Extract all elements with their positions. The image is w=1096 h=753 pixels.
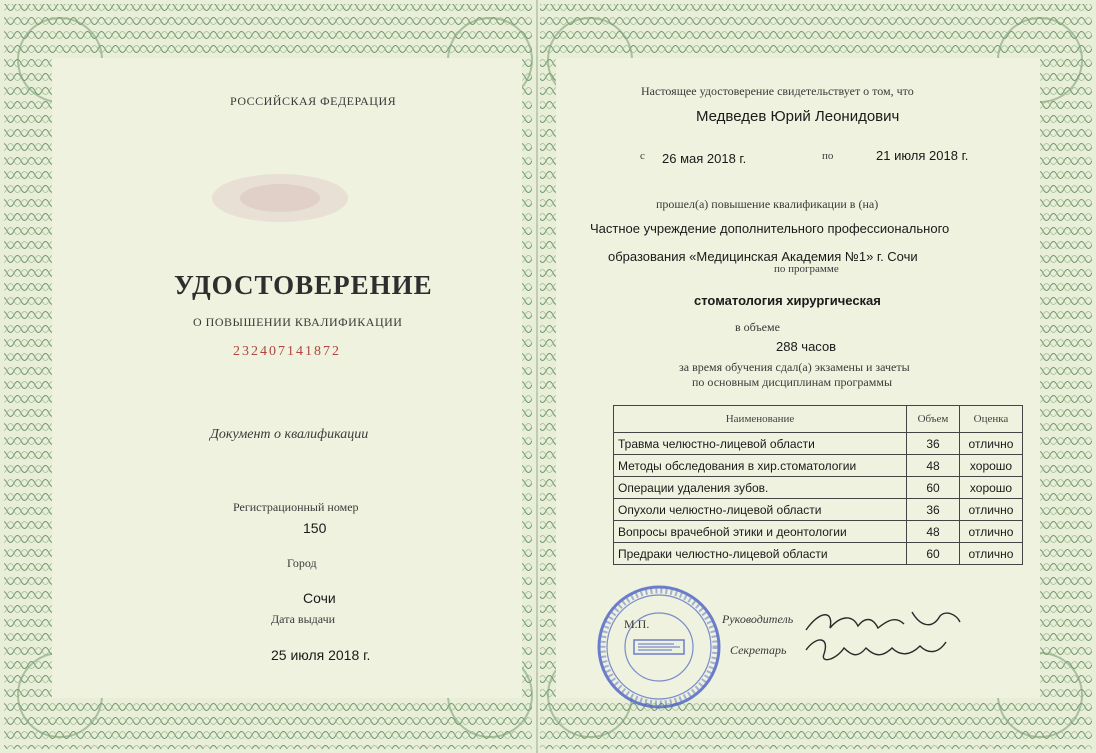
mp-label: М.П. (624, 617, 650, 631)
round-seal-stamp (594, 582, 724, 712)
subject-hours: 48 (907, 455, 960, 477)
subject-name: Предраки челюстно-лицевой области (614, 543, 907, 565)
city-value: Сочи (303, 590, 336, 606)
subject-hours: 36 (907, 433, 960, 455)
header-name: Наименование (614, 406, 907, 433)
subject-name: Методы обследования в хир.стоматологии (614, 455, 907, 477)
page-fold (536, 0, 538, 753)
to-label: по (822, 150, 834, 162)
issue-date-value: 25 июля 2018 г. (271, 647, 371, 663)
subject-grade: отлично (960, 521, 1023, 543)
watermark-emblem (205, 168, 355, 228)
header-grade: Оценка (960, 406, 1023, 433)
table-row (614, 543, 1023, 565)
secretary-signature (800, 630, 950, 670)
grades-table (613, 405, 1023, 565)
subject-grade: хорошо (960, 455, 1023, 477)
subject-name: Опухоли челюстно-лицевой области (614, 499, 907, 521)
certificate-number: 232407141872 (233, 344, 341, 359)
header-volume: Объем (907, 406, 960, 433)
table-row (614, 477, 1023, 499)
subject-name: Операции удаления зубов. (614, 477, 907, 499)
volume-label: в объеме (735, 320, 780, 334)
head-label: Руководитель (722, 612, 794, 626)
table-row (614, 455, 1023, 477)
registration-number-label: Регистрационный номер (233, 500, 359, 514)
program-name: стоматология хирургическая (694, 293, 881, 308)
passed-text: прошел(а) повышение квалификации в (на) (656, 197, 879, 211)
registration-number-value: 150 (303, 520, 327, 536)
subject-grade: отлично (960, 499, 1023, 521)
program-label: по программе (774, 263, 839, 275)
grades-table-header (614, 406, 1023, 433)
certificate-title: УДОСТОВЕРЕНИЕ (174, 270, 433, 300)
exams-text-line-2: по основным дисциплинам программы (692, 375, 893, 389)
subject-name: Вопросы врачебной этики и деонтологии (614, 521, 907, 543)
subject-hours: 60 (907, 477, 960, 499)
subject-grade: хорошо (960, 477, 1023, 499)
left-page (52, 58, 522, 698)
table-row (614, 499, 1023, 521)
organization-line-2: образования «Медицинская Академия №1» г. Сочи (608, 249, 918, 264)
subject-hours: 60 (907, 543, 960, 565)
table-row (614, 433, 1023, 455)
from-label: с (640, 150, 645, 162)
country-label: РОССИЙСКАЯ ФЕДЕРАЦИЯ (230, 94, 397, 108)
organization-line-1: Частное учреждение дополнительного профессионального (590, 221, 950, 236)
subject-hours: 36 (907, 499, 960, 521)
issue-date-label: Дата выдачи (271, 612, 336, 626)
exams-text-line-1: за время обучения сдал(а) экзамены и зачеты (679, 360, 910, 374)
intro-text: Настоящее удостоверение свидетельствует о том, что (641, 84, 914, 98)
to-date: 21 июля 2018 г. (876, 148, 969, 163)
subject-name: Травма челюстно-лицевой области (614, 433, 907, 455)
document-type: Документ о квалификации (210, 427, 369, 442)
from-date: 26 мая 2018 г. (662, 151, 747, 166)
holder-name: Медведев Юрий Леонидович (696, 108, 900, 125)
subject-hours: 48 (907, 521, 960, 543)
secretary-label: Секретарь (730, 643, 787, 657)
subject-grade: отлично (960, 433, 1023, 455)
table-row (614, 521, 1023, 543)
subject-grade: отлично (960, 543, 1023, 565)
certificate-subtitle: О ПОВЫШЕНИИ КВАЛИФИКАЦИИ (193, 315, 403, 329)
city-label: Город (287, 556, 317, 570)
hours-value: 288 часов (776, 339, 837, 354)
